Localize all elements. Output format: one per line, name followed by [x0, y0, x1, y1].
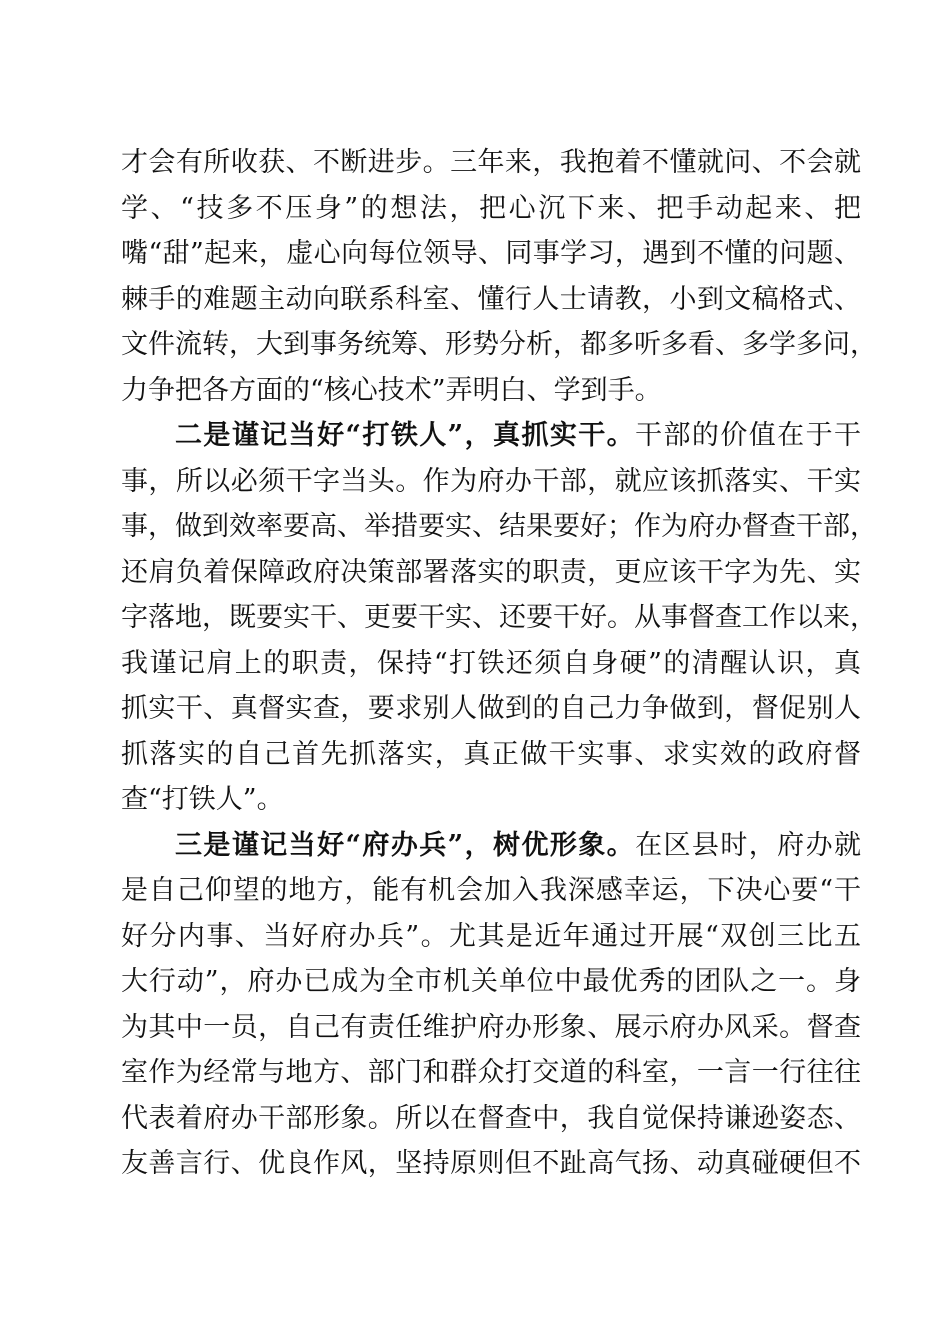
paragraph-line: 是自己仰望的地方，能有机会加入我深感幸运，下决心要“干	[121, 875, 861, 906]
paragraph-line: 代表着府办干部形象。所以在督查中，我自觉保持谦逊姿态、	[121, 1102, 861, 1134]
paragraph-line: 学、“技多不压身”的想法，把心沉下来、把手动起来、把	[121, 192, 861, 224]
paragraph-text: 干部的价值在于干	[635, 420, 862, 451]
paragraph-heading: 二是谨记当好“打铁人”，真抓实干。	[175, 420, 636, 451]
paragraph-line: 力争把各方面的“核心技术”弄明白、学到手。	[121, 374, 662, 406]
paragraph-line: 友善言行、优良作风，坚持原则但不趾高气扬、动真碰硬但不	[121, 1148, 861, 1179]
paragraph-line: 抓落实的自己首先抓落实，真正做干实事、求实效的政府督	[121, 738, 861, 770]
paragraph-line: 字落地，既要实干、更要干实、还要干好。从事督查工作以来，	[121, 602, 877, 633]
paragraph-line: 文件流转，大到事务统筹、形势分析，都多听多看、多学多问，	[121, 329, 877, 360]
paragraph-line: 我谨记肩上的职责，保持“打铁还须自身硬”的清醒认识，真	[121, 647, 861, 679]
paragraph-line: 大行动”，府办已成为全市机关单位中最优秀的团队之一。身	[121, 966, 861, 997]
paragraph-first-line	[121, 823, 861, 869]
paragraph-first-line	[121, 413, 861, 459]
body-text	[121, 140, 877, 1187]
paragraph-line: 嘴“甜”起来，虚心向每位领导、同事学习，遇到不懂的问题、	[121, 238, 861, 269]
paragraph-line: 棘手的难题主动向联系科室、懂行人士请教，小到文稿格式、	[121, 283, 861, 315]
paragraph-line: 查“打铁人”。	[121, 784, 284, 815]
paragraph-line: 还肩负着保障政府决策部署落实的职责，更应该干字为先、实	[121, 556, 861, 588]
paragraph-text: 在区县时，府办就	[635, 829, 862, 861]
paragraph-line: 事，做到效率要高、举措要实、结果要好；作为府办督查干部，	[121, 511, 877, 542]
paragraph-line: 好分内事、当好府办兵”。尤其是近年通过开展“双创三比五	[121, 920, 861, 952]
paragraph-heading: 三是谨记当好“府办兵”，树优形象。	[175, 829, 636, 861]
paragraph-line: 事，所以必须干字当头。作为府办干部，就应该抓落实、干实	[121, 465, 861, 497]
paragraph-line: 才会有所收获、不断进步。三年来，我抱着不懂就问、不会就	[121, 147, 861, 178]
paragraph-line: 为其中一员，自己有责任维护府办形象、展示府办风采。督查	[121, 1011, 861, 1043]
paragraph-line: 室作为经常与地方、部门和群众打交道的科室，一言一行往往	[121, 1057, 861, 1088]
paragraph-line: 抓实干、真督实查，要求别人做到的自己力争做到，督促别人	[121, 693, 861, 724]
